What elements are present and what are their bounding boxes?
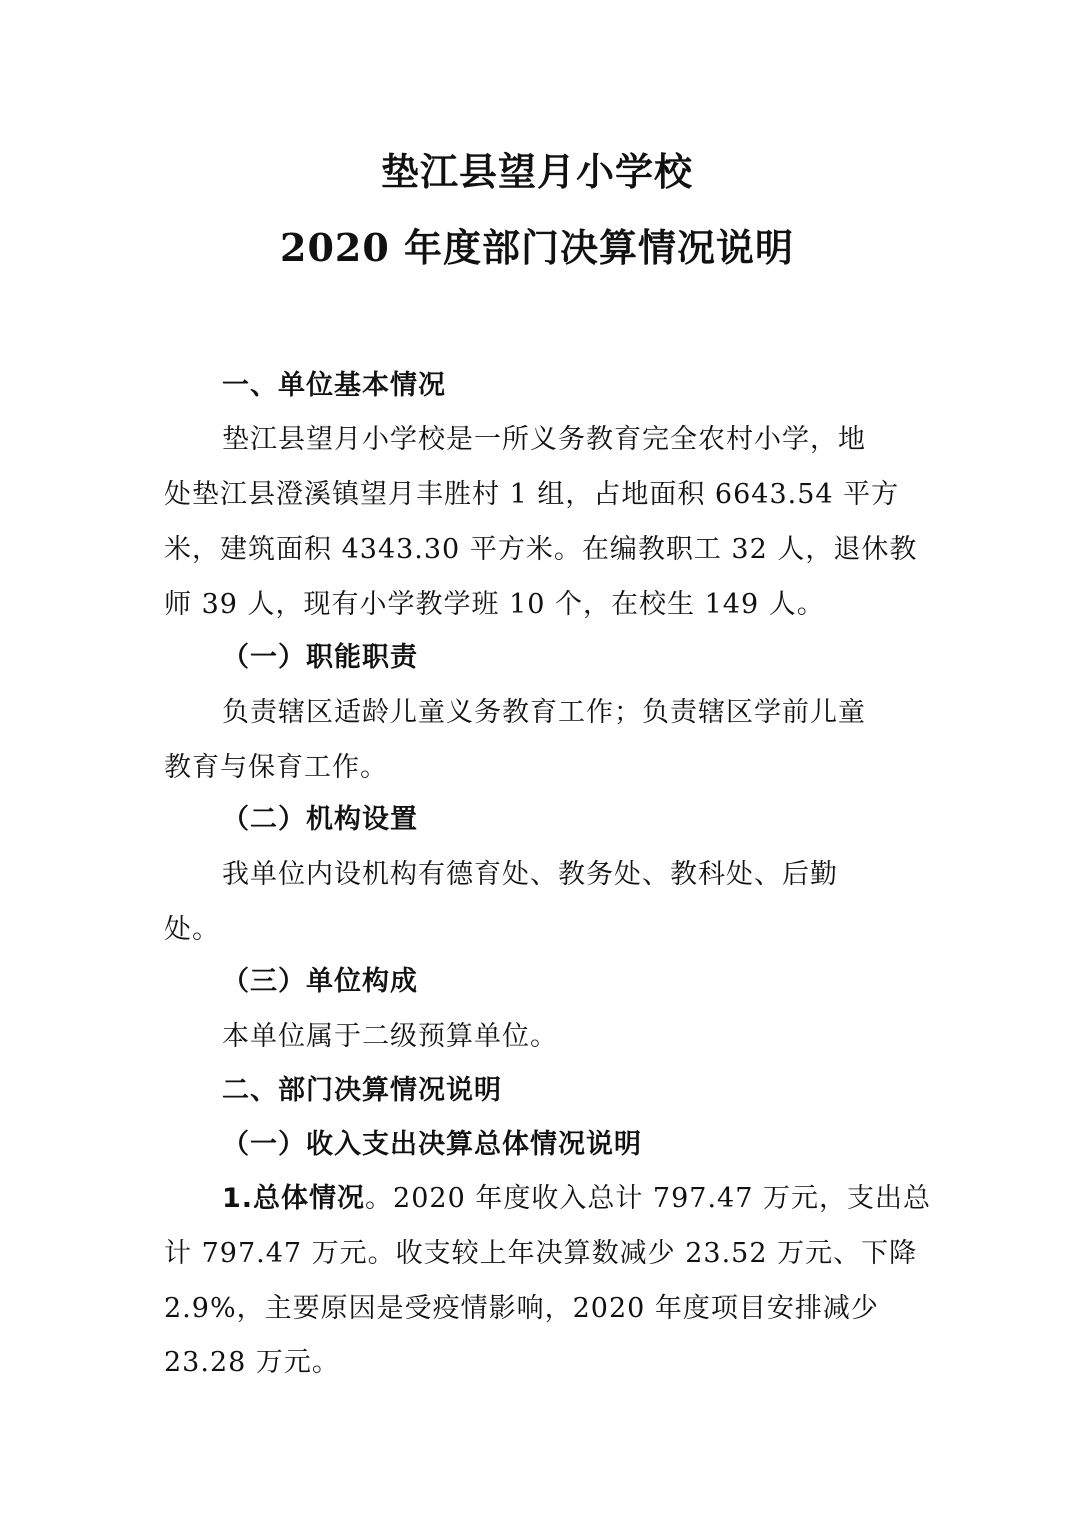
paragraph-line: 师 39 人，现有小学教学班 10 个，在校生 149 人。 [164, 589, 825, 620]
paragraph-line: 负责辖区适龄儿童义务教育工作；负责辖区学前儿童 [222, 697, 866, 728]
section2-heading: 二、部门决算情况说明 [222, 1075, 502, 1106]
paragraph-line: 本单位属于二级预算单位。 [222, 1021, 558, 1052]
subsection-heading-income-expense: （一）收入支出决算总体情况说明 [222, 1129, 642, 1160]
paragraph-line: 23.28 万元。 [164, 1347, 340, 1378]
document-subtitle: 2020 年度部门决算情况说明 [280, 225, 794, 270]
paragraph-line: 2.9%，主要原因是受疫情影响，2020 年度项目安排减少 [164, 1293, 879, 1324]
overall-lead-text: 。2020 年度收入总计 797.47 万元，支出总 [365, 1183, 931, 1214]
paragraph-line: 米，建筑面积 4343.30 平方米。在编教职工 32 人，退休教 [164, 534, 918, 565]
subsection-heading-organization: （二）机构设置 [222, 804, 418, 835]
paragraph-line: 我单位内设机构有德育处、教务处、教科处、后勤 [222, 859, 838, 890]
paragraph-line: 教育与保育工作。 [164, 752, 388, 783]
overall-lead-label: 1.总体情况 [222, 1183, 366, 1214]
paragraph-line: 处垫江县澄溪镇望月丰胜村 1 组，占地面积 6643.54 平方 [164, 479, 900, 510]
paragraph-line: 处。 [164, 914, 220, 945]
subsection-heading-functions: （一）职能职责 [222, 642, 418, 673]
paragraph-line [222, 1181, 931, 1217]
paragraph-line: 垫江县望月小学校是一所义务教育完全农村小学，地 [222, 424, 866, 455]
document-title: 垫江县望月小学校 [380, 149, 693, 194]
subsection-heading-composition: （三）单位构成 [222, 966, 418, 997]
paragraph-line: 计 797.47 万元。收支较上年决算数减少 23.52 万元、下降 [164, 1238, 918, 1269]
section1-heading: 一、单位基本情况 [222, 370, 446, 401]
